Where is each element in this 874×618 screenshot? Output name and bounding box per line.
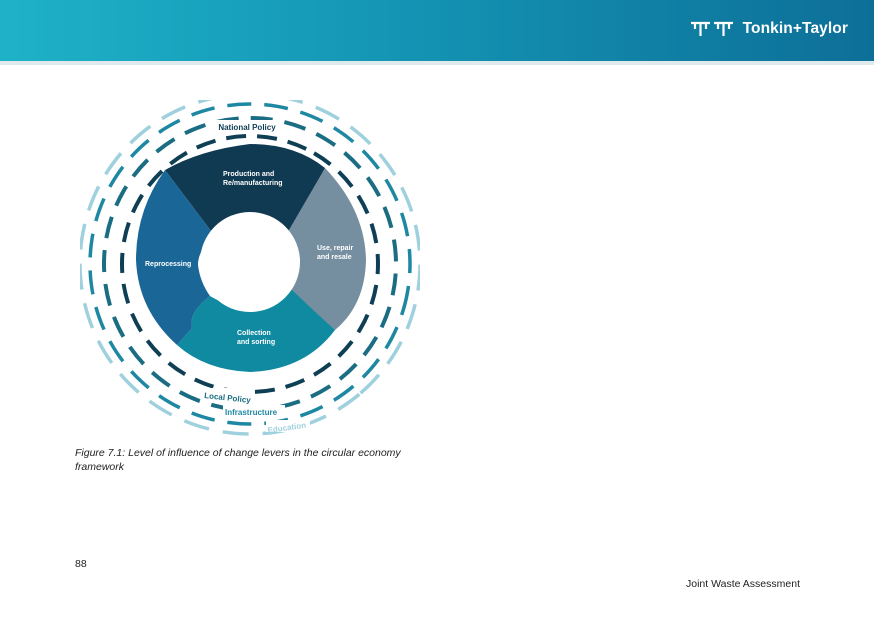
brand-name: Tonkin+Taylor bbox=[742, 20, 848, 37]
wheel-center bbox=[200, 212, 300, 312]
figure-caption: Figure 7.1: Level of influence of change levers in the circular economy framework bbox=[75, 447, 401, 473]
header-divider bbox=[0, 61, 874, 65]
circular-economy-diagram bbox=[80, 100, 420, 440]
reprocessing-label: Reprocessing bbox=[145, 261, 192, 268]
page-header bbox=[0, 0, 874, 61]
collection-label: Collection and sorting bbox=[237, 330, 276, 346]
infrastructure-label: Infrastructure bbox=[225, 408, 278, 417]
national-policy-label: National Policy bbox=[218, 123, 276, 132]
tt-monogram-icon bbox=[689, 20, 735, 38]
education-label: Education bbox=[267, 420, 307, 435]
production-label: Production and Re/manufacturing bbox=[223, 171, 283, 187]
use-label: Use, repair and resale bbox=[317, 245, 354, 261]
page-number: 88 bbox=[75, 558, 87, 570]
footer-title: Joint Waste Assessment bbox=[686, 578, 800, 590]
company-logo bbox=[689, 17, 848, 41]
local-policy-label: Local Policy bbox=[203, 391, 252, 405]
